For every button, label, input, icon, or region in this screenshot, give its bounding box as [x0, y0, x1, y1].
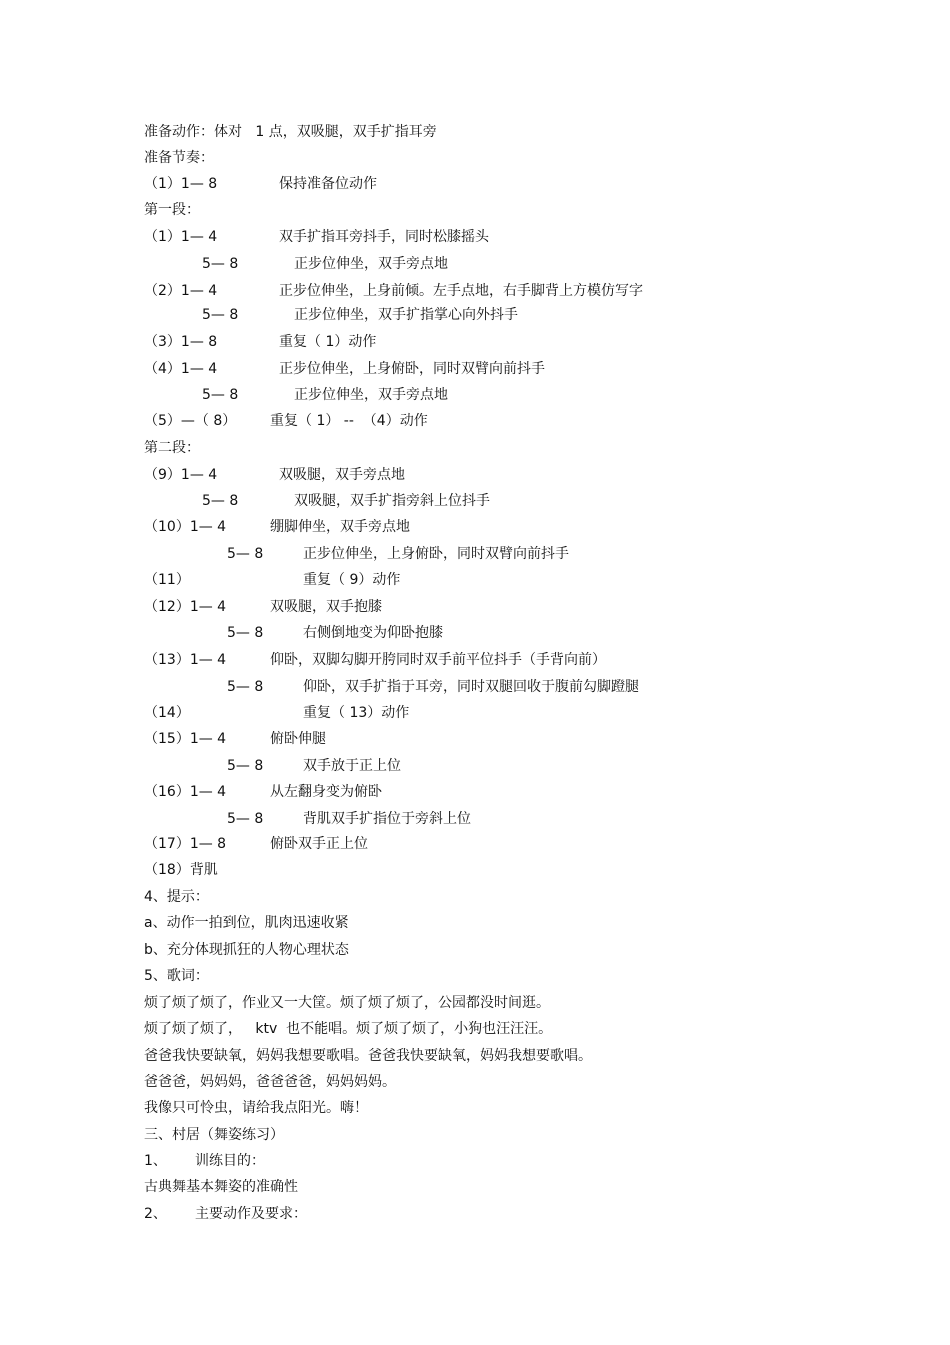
action-desc: 背肌双手扩指位于旁斜上位	[303, 811, 471, 827]
section1-row	[0, 306, 950, 324]
lyrics-line: 爸爸我快要缺氧，妈妈我想要歌唱。爸爸我快要缺氧，妈妈我想要歌唱。	[144, 1048, 592, 1064]
action-desc: 重复（ 1） -- （4）动作	[270, 413, 428, 429]
action-desc: 仰卧，双手扩指于耳旁，同时双腿回收于腹前勾脚蹬腿	[303, 679, 639, 695]
count-label: 5— 8	[227, 546, 264, 562]
count-label: （14）	[144, 705, 190, 721]
section2-row	[0, 783, 950, 801]
count-label: 5— 8	[202, 493, 239, 509]
action-desc: 重复（ 9）动作	[303, 572, 401, 588]
action-desc: 正步位伸坐，双手旁点地	[294, 387, 448, 403]
section1-row	[0, 386, 950, 404]
tips-title: 4、提示：	[144, 889, 209, 905]
count-label: （2）1— 4	[144, 283, 218, 299]
count-label: 5— 8	[227, 758, 264, 774]
count-label: 5— 8	[227, 625, 264, 641]
section2-row	[0, 757, 950, 775]
numbered-item	[0, 1205, 950, 1223]
count-label: （3）1— 8	[144, 334, 218, 350]
prep-row	[0, 175, 950, 193]
section2-row	[0, 466, 950, 484]
action-desc: 仰卧，双脚勾脚开胯同时双手前平位抖手（手背向前）	[270, 652, 606, 668]
tip-item: b、充分体现抓狂的人物心理状态	[144, 942, 349, 958]
section2-row	[0, 810, 950, 828]
part3-title: 三、村居（舞姿练习）	[144, 1127, 284, 1143]
action-desc: 绷脚伸坐，双手旁点地	[270, 519, 410, 535]
count-label: （15）1— 4	[144, 731, 227, 747]
prep-action-line: 准备动作：体对 1 点，双吸腿，双手扩指耳旁	[144, 124, 437, 140]
count-label: 5— 8	[227, 679, 264, 695]
section2-row	[0, 730, 950, 748]
section2-row	[0, 571, 950, 589]
count-label: 5— 8	[227, 811, 264, 827]
action-desc: 双手扩指耳旁抖手，同时松膝摇头	[279, 229, 489, 245]
action-desc: 正步位伸坐，双手旁点地	[294, 256, 448, 272]
section1-row	[0, 255, 950, 273]
count-label: （4）1— 4	[144, 361, 218, 377]
section2-row	[0, 861, 950, 879]
lyrics-line: 我像只可怜虫，请给我点阳光。嗨！	[144, 1100, 368, 1116]
item-label: 主要动作及要求：	[195, 1206, 307, 1222]
action-desc: 保持准备位动作	[279, 176, 377, 192]
item-number: 1、	[144, 1153, 167, 1169]
lyrics-line: 烦了烦了烦了，作业又一大筐。烦了烦了烦了，公园都没时间逛。	[144, 995, 550, 1011]
section2-row	[0, 678, 950, 696]
action-desc: 正步位伸坐，上身俯卧，同时双臂向前抖手	[303, 546, 569, 562]
count-label: （13）1— 4	[144, 652, 227, 668]
lyrics-line: 爸爸爸，妈妈妈，爸爸爸爸，妈妈妈妈。	[144, 1074, 396, 1090]
count-label: （16）1— 4	[144, 784, 227, 800]
section2-row	[0, 545, 950, 563]
tip-item: a、动作一拍到位，肌肉迅速收紧	[144, 915, 349, 931]
section2-row	[0, 518, 950, 536]
lyrics-title: 5、歌词：	[144, 968, 209, 984]
count-label: 5— 8	[202, 387, 239, 403]
section2-row	[0, 492, 950, 510]
action-desc: 双手放于正上位	[303, 758, 401, 774]
action-desc: 右侧倒地变为仰卧抱膝	[303, 625, 443, 641]
section1-row	[0, 360, 950, 378]
action-desc: 正步位伸坐，双手扩指掌心向外抖手	[294, 307, 518, 323]
action-desc: 俯卧双手正上位	[270, 836, 368, 852]
action-desc: 双吸腿，双手旁点地	[279, 467, 405, 483]
action-desc: 从左翻身变为俯卧	[270, 784, 382, 800]
count-label: （1）1— 4	[144, 229, 218, 245]
section2-row	[0, 624, 950, 642]
section1-row	[0, 282, 950, 300]
count-label: （12）1— 4	[144, 599, 227, 615]
action-desc: 双吸腿，双手抱膝	[270, 599, 382, 615]
count-label: （11）	[144, 572, 190, 588]
section1-row	[0, 228, 950, 246]
item-text: 古典舞基本舞姿的准确性	[144, 1179, 298, 1195]
section1-row	[0, 412, 950, 430]
action-desc: 正步位伸坐，上身前倾。左手点地，右手脚背上方模仿写字	[279, 283, 643, 299]
action-desc: 双吸腿，双手扩指旁斜上位抖手	[294, 493, 490, 509]
action-desc: 俯卧伸腿	[270, 731, 326, 747]
lyrics-line: 烦了烦了烦了， ktv 也不能唱。烦了烦了烦了，小狗也汪汪汪。	[144, 1021, 553, 1037]
item-label: 训练目的：	[195, 1153, 265, 1169]
action-desc: 重复（ 13）动作	[303, 705, 410, 721]
count-label: 5— 8	[202, 256, 239, 272]
section2-row	[0, 651, 950, 669]
section1-title: 第一段：	[144, 202, 200, 218]
count-label: （17）1— 8	[144, 836, 227, 852]
count-label: 5— 8	[202, 307, 239, 323]
action-desc: 重复（ 1）动作	[279, 334, 377, 350]
count-label: （1）1— 8	[144, 176, 218, 192]
section1-row	[0, 333, 950, 351]
section2-row	[0, 598, 950, 616]
count-label: （18）背肌	[144, 862, 218, 878]
section2-row	[0, 704, 950, 722]
numbered-item	[0, 1152, 950, 1170]
count-label: （5）—（ 8）	[144, 413, 237, 429]
count-label: （9）1— 4	[144, 467, 218, 483]
prep-rhythm-title: 准备节奏：	[144, 150, 214, 166]
section2-title: 第二段：	[144, 440, 200, 456]
action-desc: 正步位伸坐，上身俯卧，同时双臂向前抖手	[279, 361, 545, 377]
item-number: 2、	[144, 1206, 167, 1222]
count-label: （10）1— 4	[144, 519, 227, 535]
section2-row	[0, 835, 950, 853]
